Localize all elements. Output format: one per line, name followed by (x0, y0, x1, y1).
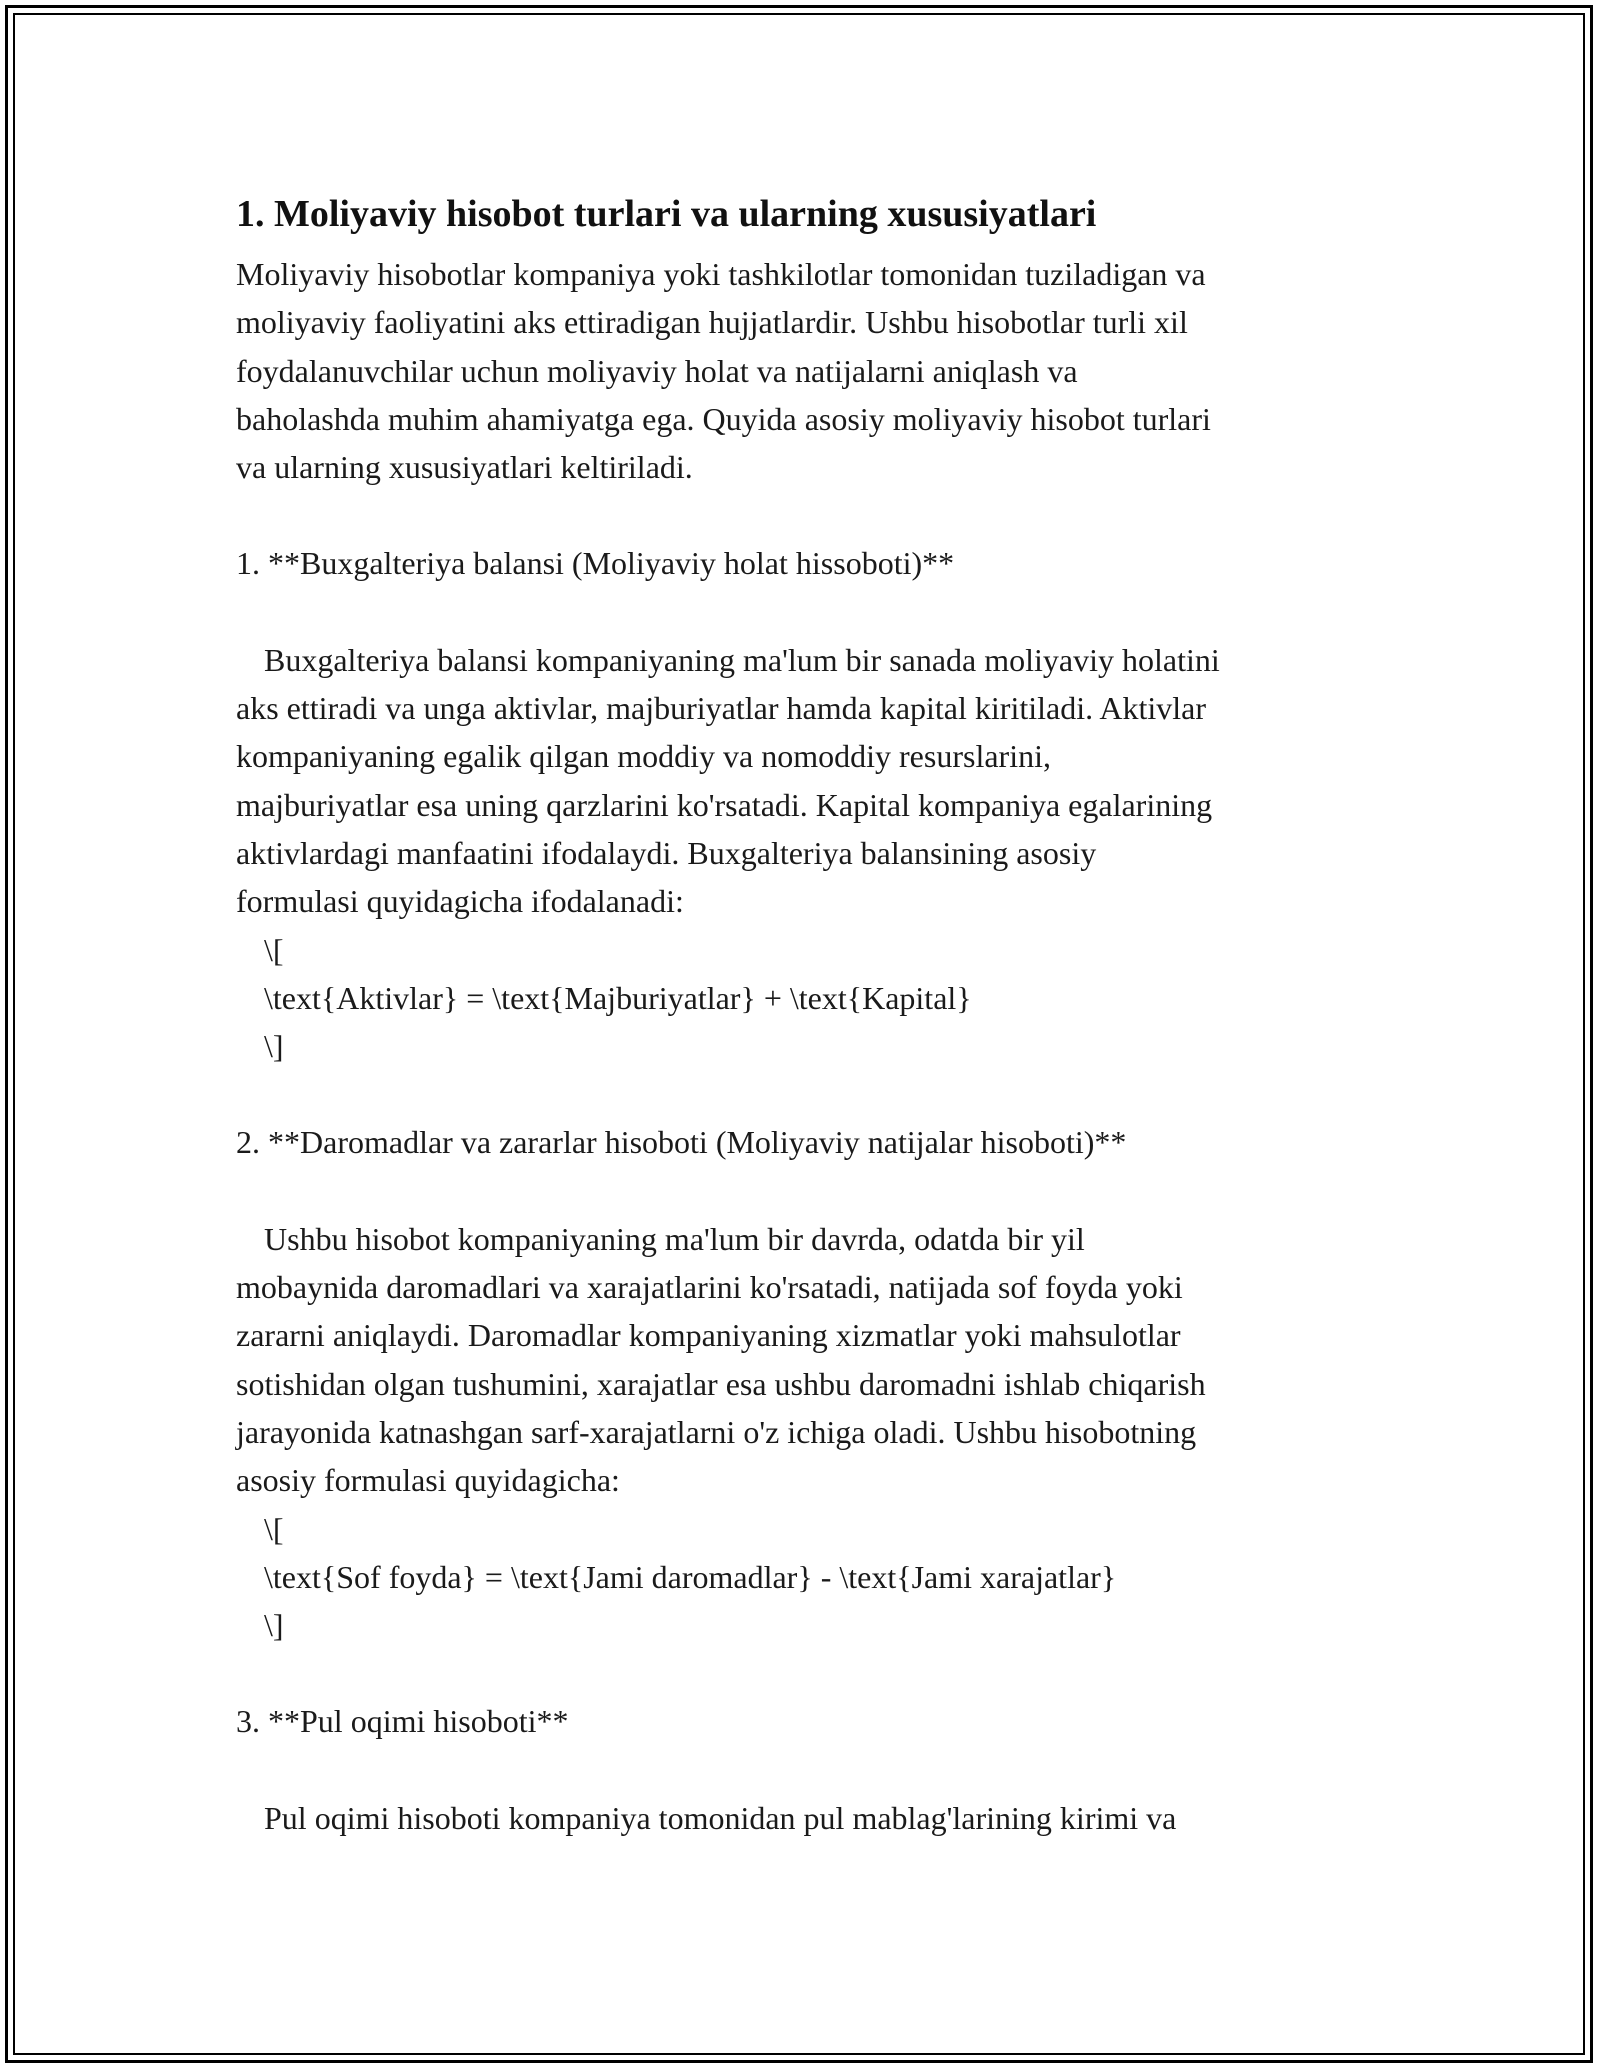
section-heading-balance-sheet: 1. **Buxgalteriya balansi (Moliyaviy holat hissoboti)** (236, 545, 955, 582)
formula-open-delimiter: \[ (264, 931, 284, 968)
intro-paragraph: Moliyaviy hisobotlar kompaniya yoki tashkilotlar tomonidan tuziladigan va moliyaviy faoliyatini aks ettiradigan hujjatlardir. Ushbu hisobotlar turli xil foydalanuvchilar uchun moliyaviy holat va natijalarni aniqlash va baholashda muhim ahamiyatga ega. Quyida asosiy moliyaviy hisobot turlari va ularning xususiyatlari keltiriladi. (236, 256, 1211, 486)
section-heading-income-statement: 2. **Daromadlar va zararlar hisoboti (Moliyaviy natijalar hisoboti)** (236, 1124, 1127, 1161)
section-heading-cash-flow: 3. **Pul oqimi hisoboti** (236, 1703, 569, 1740)
formula-balance-sheet: \text{Aktivlar} = \text{Majburiyatlar} + \text{Kapital} (264, 979, 972, 1016)
formula-income-statement: \text{Sof foyda} = \text{Jami daromadlar} - \text{Jami xarajatlar} (264, 1558, 1117, 1595)
spacer (236, 1167, 1376, 1215)
document-title: 1. Moliyaviy hisobot turlari va ularning xususiyatlari (236, 193, 1097, 235)
formula-close-delimiter: \] (264, 1607, 284, 1644)
section-body-cash-flow: Pul oqimi hisoboti kompaniya tomonidan pul mablag'larining kirimi va (264, 1799, 1177, 1836)
formula-close-delimiter: \] (264, 1028, 284, 1065)
section-body-income-statement: Ushbu hisobot kompaniyaning ma'lum bir davrda, odatda bir yil mobaynida daromadlari va xarajatlarini ko'rsatadi, natijada sof foyda yoki zararni aniqlaydi. Daromadlar kompaniyaning xizmatlar yoki mahsulotlar sotishidan olgan tushumini, xarajatlar esa ushbu daromadni ishlab chiqarish jarayonida katnashgan sarf-xarajatlarni o'z ichiga oladi. Ushbu hisobotning asosiy formulasi quyidagicha: (236, 1220, 1206, 1499)
spacer (236, 1746, 1376, 1794)
document-body (236, 186, 1376, 1842)
formula-open-delimiter: \[ (264, 1510, 284, 1547)
spacer (236, 1649, 1376, 1697)
spacer (236, 1070, 1376, 1118)
spacer (236, 491, 1376, 539)
section-body-balance-sheet: Buxgalteriya balansi kompaniyaning ma'lum bir sanada moliyaviy holatini aks ettiradi va unga aktivlar, majburiyatlar hamda kapital kiritiladi. Aktivlar kompaniyaning egalik qilgan moddiy va nomoddiy resurslarini, majburiyatlar esa uning qarzlarini ko'rsatadi. Kapital kompaniya egalarining aktivlardagi manfaatini ifodalaydi. Buxgalteriya balansining asosiy formulasi quyidagicha ifodalanadi: (236, 641, 1220, 920)
spacer (236, 588, 1376, 636)
